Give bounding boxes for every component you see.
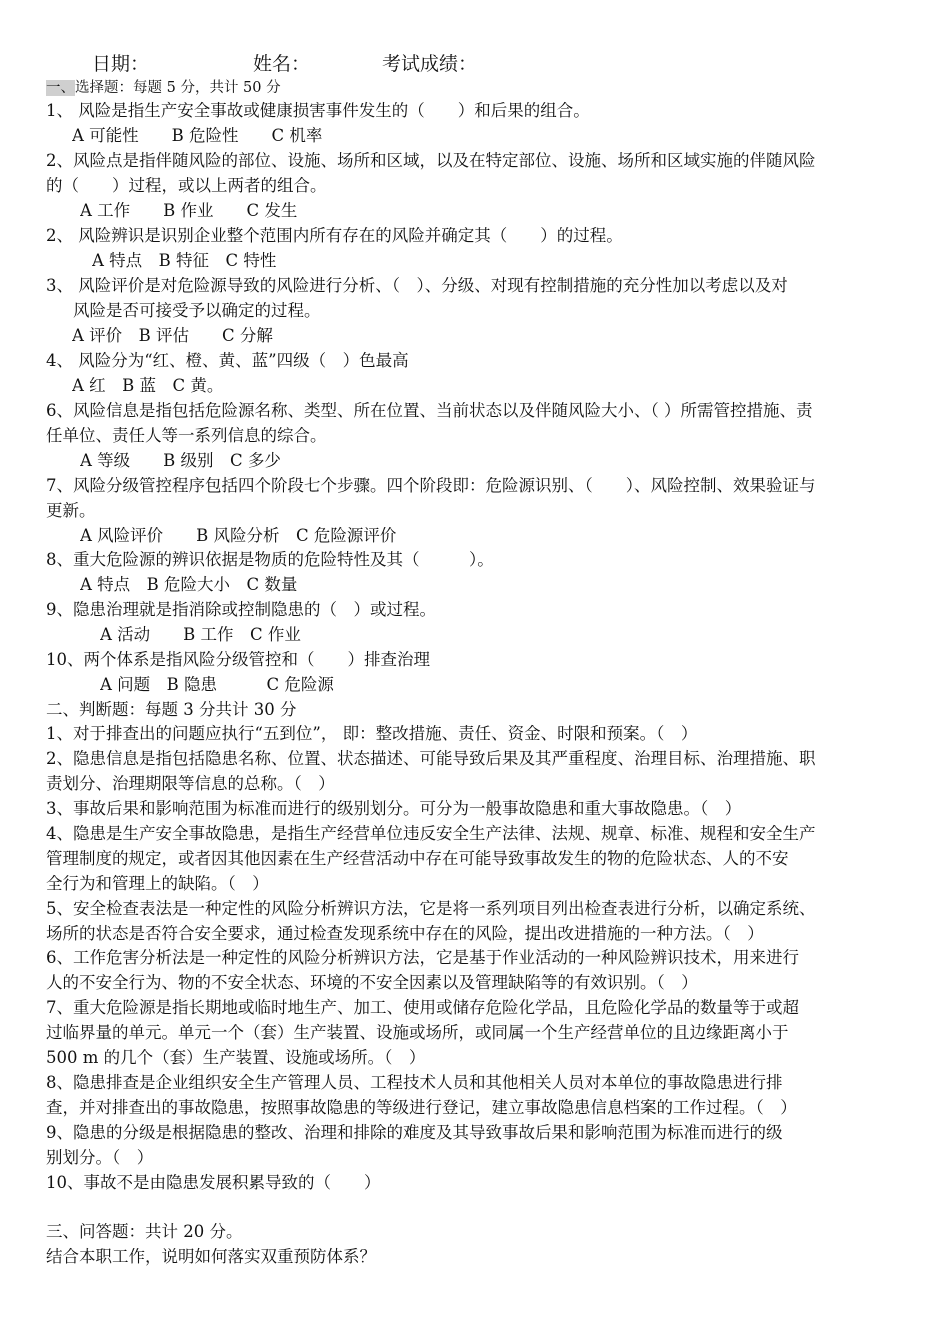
s2-q7-line1: 7、重大危险源是指长期地或临时地生产、加工、使用或储存危险化学品，且危险化学品的数量等于或超 [46, 998, 799, 1017]
s2-q9-line1: 9、隐患的分级是根据隐患的整改、治理和排除的难度及其导致事故后果和影响范围为标准而进行的级 [46, 1123, 783, 1142]
section2-title: 二、判断题：每题 3 分共计 30 分 [46, 700, 297, 719]
s2-q8-line1: 8、隐患排查是企业组织安全生产管理人员、工程技术人员和其他相关人员对本单位的事故隐患进行排 [46, 1073, 783, 1092]
s2-q10-line1: 10、事故不是由隐患发展积累导致的（ ） [46, 1173, 381, 1192]
exam-header [0, 54, 950, 78]
s2-q4-line1: 4、隐患是生产安全事故隐患，是指生产经营单位违反安全生产法律、法规、规章、标准、规程和安全生产 [46, 824, 816, 843]
s1-q1-line1: 1、 风险是指生产安全事故或健康损害事件发生的（ ）和后果的组合。 [46, 101, 590, 120]
section3-question: 结合本职工作，说明如何落实双重预防体系？ [46, 1247, 376, 1266]
s1-q7-line1: 7、风险分级管控程序包括四个阶段七个步骤。四个阶段即：危险源识别、（ ）、风险控制、效果验证与 [46, 476, 816, 495]
s2-q4-line2: 管理制度的规定，或者因其他因素在生产经营活动中存在可能导致事故发生的物的危险状态、人的不安 [46, 849, 789, 868]
s2-q6-line2: 人的不安全行为、物的不安全状态、环境的不安全因素以及管理缺陷等的有效识别。（ ） [46, 973, 698, 992]
s1-q6-options: A 等级 B 级别 C 多少 [80, 451, 281, 470]
s1-q7-options: A 风险评价 B 风险分析 C 危险源评价 [80, 526, 397, 545]
section1-title-text: 选择题：每题 5 分，共计 50 分 [75, 80, 281, 96]
s1-q9-options: A 活动 B 工作 C 作业 [100, 625, 301, 644]
section3-title: 三、问答题：共计 20 分。 [46, 1222, 243, 1241]
s1-q6-line2: 任单位、责任人等一系列信息的综合。 [46, 426, 327, 445]
s1-q4-line2: 风险是否可接受予以确定的过程。 [73, 301, 321, 320]
s1-q1-options: A 可能性 B 危险性 C 机率 [72, 126, 323, 145]
s2-q8-line2: 查，并对排查出的事故隐患，按照事故隐患的等级进行登记，建立事故隐患信息档案的工作过程。（ ） [46, 1098, 797, 1117]
s2-q2-line2: 责划分、治理期限等信息的总称。（ ） [46, 774, 335, 793]
s1-q3-line1: 2、 风险辨识是识别企业整个范围内所有存在的风险并确定其（ ）的过程。 [46, 226, 623, 245]
s2-q3-line1: 3、事故后果和影响范围为标准而进行的级别划分。可分为一般事故隐患和重大事故隐患。（ ） [46, 799, 742, 818]
s1-q9-line1: 9、隐患治理就是指消除或控制隐患的（ ）或过程。 [46, 600, 436, 619]
s2-q9-line2: 别划分。（ ） [46, 1148, 154, 1167]
s2-q7-line2: 过临界量的单元。单元一个（套）生产装置、设施或场所，或同属一个生产经营单位的且边缘距离小于 [46, 1023, 789, 1042]
section1-title-number: 一、 [46, 80, 75, 96]
s1-q2-options: A 工作 B 作业 C 发生 [80, 201, 298, 220]
s1-q5-options: A 红 B 蓝 C 黄。 [72, 376, 224, 395]
s2-q6-line1: 6、工作危害分析法是一种定性的风险分析辨识方法，它是基于作业活动的一种风险辨识技术，用来进行 [46, 948, 799, 967]
date-label: 日期： [92, 54, 150, 75]
s1-q8-options: A 特点 B 危险大小 C 数量 [80, 575, 298, 594]
s1-q5-line1: 4、 风险分为“红、橙、黄、蓝”四级（ ）色最高 [46, 351, 409, 370]
score-label: 考试成绩： [382, 54, 478, 75]
s1-q2-line2: 的（ ）过程，或以上两者的组合。 [46, 176, 327, 195]
s1-q6-line1: 6、风险信息是指包括危险源名称、类型、所在位置、当前状态以及伴随风险大小、（ ）所需管控措施、责 [46, 401, 813, 420]
name-label: 姓名： [253, 54, 311, 75]
s1-q10-line1: 10、两个体系是指风险分级管控和（ ）排查治理 [46, 650, 430, 669]
s1-q7-line2: 更新。 [46, 501, 96, 520]
s1-q3-options: A 特点 B 特征 C 特性 [92, 251, 277, 270]
s2-q2-line1: 2、隐患信息是指包括隐患名称、位置、状态描述、可能导致后果及其严重程度、治理目标、治理措施、职 [46, 749, 816, 768]
s2-q5-line2: 场所的状态是否符合安全要求，通过检查发现系统中存在的风险，提出改进措施的一种方法。（ ） [46, 924, 764, 943]
s2-q4-line3: 全行为和管理上的缺陷。（ ） [46, 874, 269, 893]
s1-q8-line1: 8、重大危险源的辨识依据是物质的危险特性及其（ ）。 [46, 550, 494, 569]
s1-q4-line1: 3、 风险评价是对危险源导致的风险进行分析、（ ）、分级、对现有控制措施的充分性加以考虑以及对 [46, 276, 788, 295]
s2-q1-line1: 1、对于排查出的问题应执行“五到位”， 即：整改措施、责任、资金、时限和预案。（ ） [46, 724, 698, 743]
section1-title [46, 78, 900, 98]
s1-q4-options: A 评价 B 评估 C 分解 [72, 326, 273, 345]
s2-q7-line3: 500 m 的几个（套）生产装置、设施或场所。（ ） [46, 1048, 426, 1067]
s1-q2-line1: 2、风险点是指伴随风险的部位、设施、场所和区域，以及在特定部位、设施、场所和区域实施的伴随风险 [46, 151, 816, 170]
s1-q10-options: A 问题 B 隐患 C 危险源 [100, 675, 334, 694]
s2-q5-line1: 5、安全检查表法是一种定性的风险分析辨识方法，它是将一系列项目列出检查表进行分析，以确定系统、 [46, 899, 816, 918]
